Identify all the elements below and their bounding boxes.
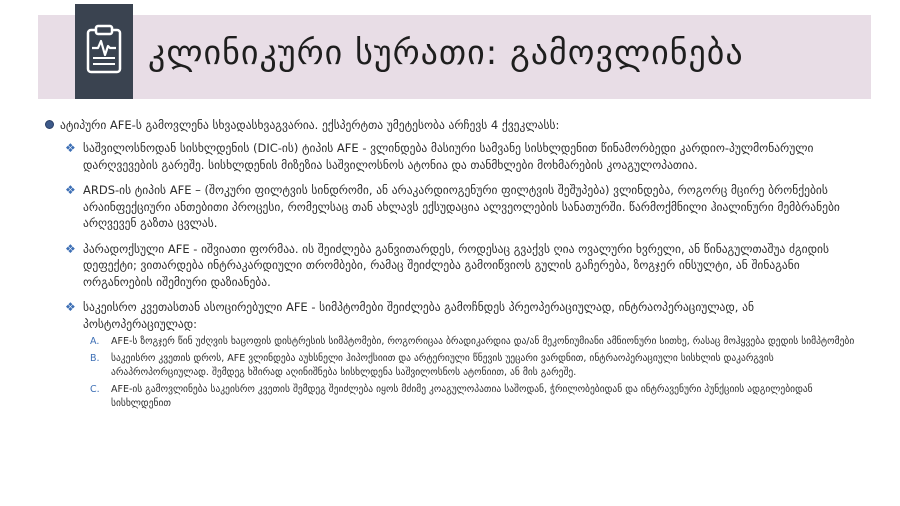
list-item [65,241,860,291]
sub-list-text: საკეისრო კვეთის დროს, AFE ვლინდება აუხსნელი ჰიპოქსიით და არტერიული წნევის უეცარი ვარდნით, ინტრაოპერაციული სისხლის დაკარგვის არაპროპორციულად. შემდეგ ხშირად აღინიშნება სისხლდენა საშვილოსნოს ატონიით, ან მის გარეშე. [111,353,774,378]
diamond-bullet-icon: ❖ [65,300,76,314]
intro-bullet [45,117,860,133]
list-item-text: ARDS-ის ტიპის AFE – (შოკური ფილტვის სინდრომი, ან არაკარდიოგენური ფილტვის შეშუპება) ვლინდება, როგორც მცირე ბრონქების არაინფექციური ანთებითი პროცესი, რომელსაც თან ახლავს ექსუდაცია ალვეოლების სანათურში. წარმოქმნილი ჰიალინური მემბრანები არღვევენ გაზთა ცვლას. [83,183,840,230]
list-item [65,299,860,332]
diamond-bullet-icon: ❖ [65,183,76,197]
sub-list-text: AFE-ის გამოვლინება საკეისრო კვეთის შემდეგ შეიძლება იყოს მძიმე კოაგულოპათია საშოდან, ჭრილობებიდან და ინტრავენური პუნქციის ადგილებიდან სისხლდენით [111,384,813,409]
sub-list-item [90,335,860,349]
sub-list-item [90,383,860,411]
slide-content [45,117,860,411]
title-icon-tab [75,4,133,99]
diamond-bullet-icon: ❖ [65,141,76,155]
sub-list-text: AFE-ს ზოგჯერ წინ უძღვის ხაცოფის დისტრესის სიმპტომები, როგორიცაა ბრადიკარდია და/ან მეკონიუმიანი ამნიონური სითხე, რასაც მოჰყვება დედის სიმპტომები [111,336,855,347]
sub-list-letter: A. [90,336,100,347]
list-item [65,140,860,173]
circle-bullet-icon [45,120,54,129]
intro-text: ატიპური AFE-ს გამოვლენა სხვადასხვაგვარია. ექსპერტთა უმეტესობა არჩევს 4 ქვეკლასს: [60,118,560,132]
list-item [65,182,860,232]
clipboard-pulse-icon [82,24,126,76]
slide-title: კლინიკური სურათი: გამოვლინება [148,33,744,73]
sub-list-letter: C. [90,384,100,395]
list-item-text: საშვილოსნოდან სისხლდენის (DIC-ის) ტიპის AFE - ვლინდება მასიური სამვანე სისხლდენით წინამორბედი კარდიო-პულმონარული დარღვევების გარეშე. სისხლდენის მიზეზია საშვილოსნოს ატონია და თანმხლები მოხმარების კოაგულოპათია. [83,141,814,172]
sub-list-item [90,352,860,380]
diamond-bullet-icon: ❖ [65,241,76,256]
list-item-text: პარადოქსული AFE - იშვიათი ფორმაა. ის შეიძლება განვითარდეს, როდესაც გვაქვს ღია ოვალური ხვრელი, ან წინაგულთაშუა ძგიდის დეფექტი; ვითარდება ინტრაკარდიული თრომბები, რამაც შეიძლება გამოიწვიოს გულის გაჩერება, ზოგჯერ ინსულტი, ან შინაგანი ორგანოების იშემიური დაზიანება. [83,241,829,289]
sub-list-letter: B. [90,353,100,364]
list-item-text: საკეისრო კვეთასთან ასოცირებული AFE - სიმპტომები შეიძლება გამოჩნდეს პრეოპერაციულად, ინტრაოპერაციულად, ან პოსტოპერაციულად: [83,300,754,331]
